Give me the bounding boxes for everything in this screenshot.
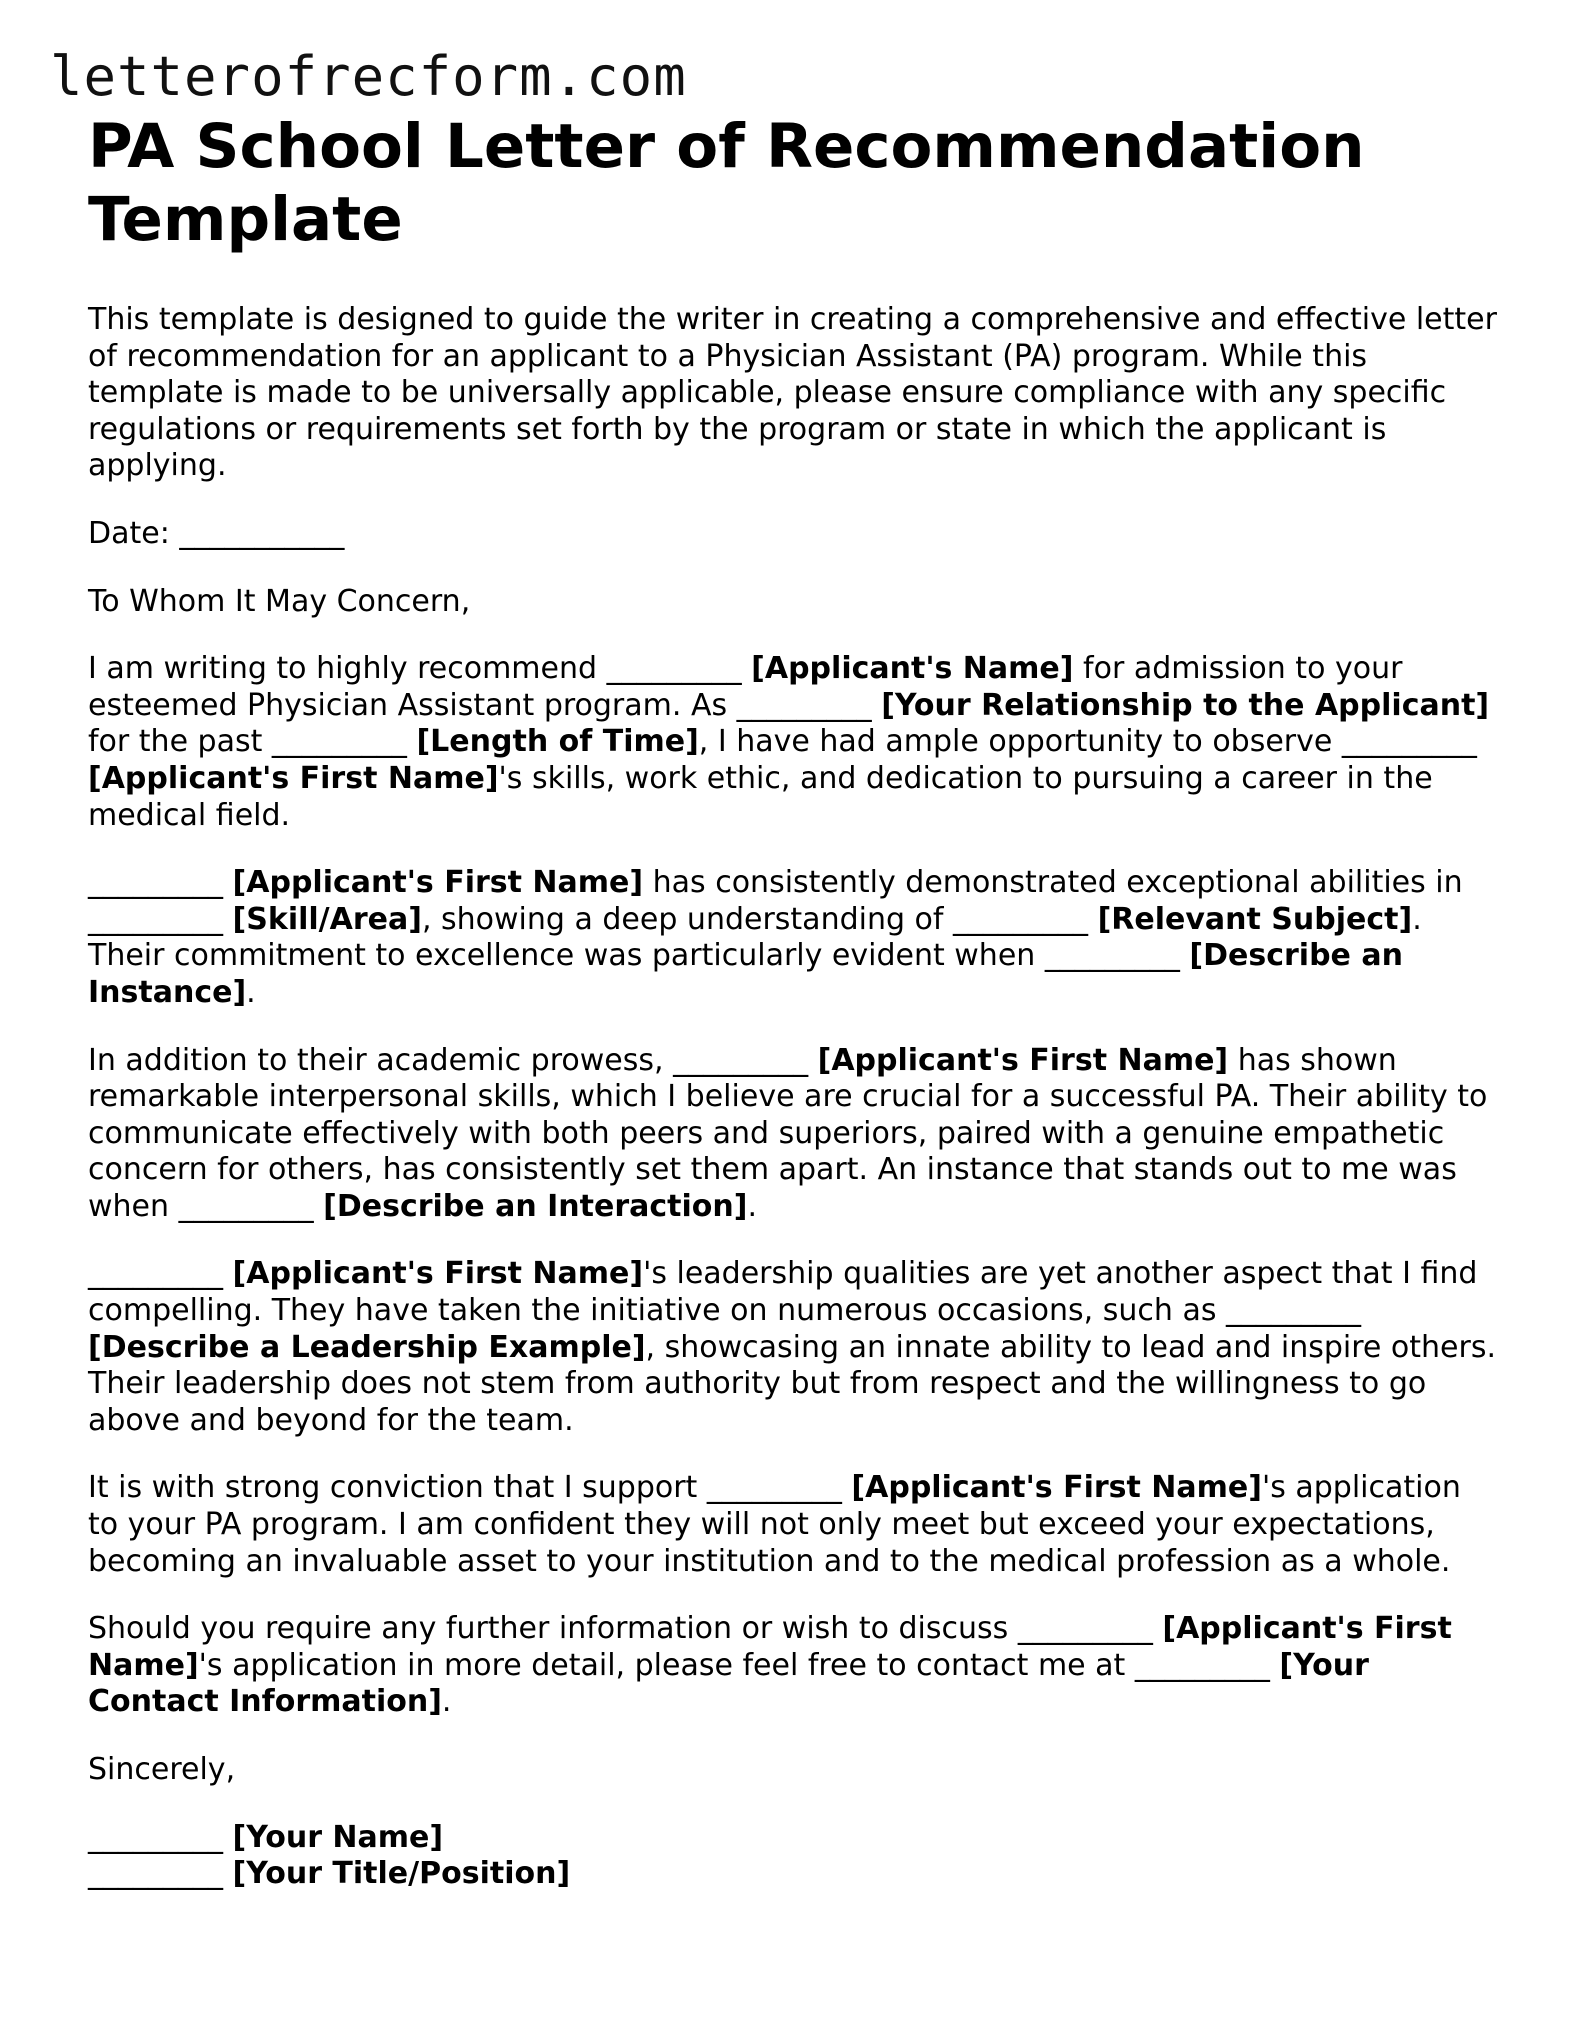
leadership-paragraph <box>88 1256 1498 1439</box>
text-segment: , I have had ample opportunity to observe <box>698 724 1333 760</box>
text-segment: for the past <box>88 724 263 760</box>
placeholder-field: [Relevant Subject] <box>1097 901 1413 937</box>
text-segment: 's leadership qualities are yet another aspect that I find compelling. They have taken the initiative on numerous occasions, such as <box>88 1256 1478 1329</box>
text-segment: 's application in more detail, please feel free to contact me at <box>198 1647 1126 1683</box>
placeholder-field: [Length of Time] <box>416 724 699 760</box>
signature-block <box>88 1820 1498 1893</box>
abilities-paragraph <box>88 865 1498 1011</box>
fill-blank: _________ <box>1044 938 1180 974</box>
placeholder-field: [Applicant's First Name] <box>817 1042 1229 1078</box>
date-blank: ___________ <box>179 515 345 551</box>
salutation: To Whom It May Concern, <box>88 583 471 619</box>
placeholder-field: [Describe an Interaction] <box>323 1188 748 1224</box>
fill-blank: _________ <box>88 901 223 937</box>
placeholder-field: [Applicant's First Name] <box>88 1611 1452 1683</box>
text-segment: . <box>441 1684 452 1720</box>
text-segment: for admission to your esteemed Physician Assistant program. As <box>88 651 1403 723</box>
placeholder-field: [Describe an Instance] <box>88 938 1403 1010</box>
placeholder-field: [Applicant's First Name] <box>232 1256 644 1292</box>
fill-blank: _________ <box>606 651 742 687</box>
intro-paragraph: This template is designed to guide the writer in creating a comprehensive and effective letter of recommendation for an applicant to a Physician Assistant (PA) program. While this template is made to be universally applicable, please ensure compliance with any specific regulations or requirements set forth by the program or state in which the applicant is applying. <box>88 302 1497 484</box>
page-title: PA School Letter of Recommendation Template <box>88 111 1365 255</box>
placeholder-field: [Your Contact Information] <box>88 1647 1369 1720</box>
text-segment: 's skills, work ethic, and dedication to pursuing a career in the medical field. <box>88 760 1433 833</box>
text-segment: I am writing to highly recommend <box>88 651 598 687</box>
closing: Sincerely, <box>88 1752 236 1787</box>
placeholder-field: [Applicant's First Name] <box>851 1470 1262 1506</box>
text-segment: . <box>747 1188 757 1224</box>
fill-blank: _________ <box>1341 724 1477 760</box>
site-watermark: letterofrecform.com <box>50 45 687 108</box>
text-segment: 's application to your PA program. I am confident they will not only meet but exceed your expectations, becoming an invaluable asset to your institution and to the medical profession as a whole. <box>88 1470 1461 1579</box>
fill-blank: _________ <box>1226 1293 1362 1329</box>
signature-title-line <box>88 1856 1498 1893</box>
placeholder-field: [Applicant's First Name] <box>232 865 644 901</box>
text-segment: . Their commitment to excellence was particularly evident when <box>88 901 1422 974</box>
placeholder-field: [Describe a Leadership Example] <box>88 1329 646 1365</box>
fill-blank: _________ <box>1017 1611 1153 1647</box>
fill-blank: _________ <box>88 865 223 901</box>
placeholder-field: [Your Relationship to the Applicant] <box>881 687 1490 723</box>
interpersonal-paragraph <box>88 1043 1498 1226</box>
letter-document <box>88 110 1498 1893</box>
recommendation-paragraph <box>88 651 1498 834</box>
fill-blank: _________ <box>271 724 407 760</box>
support-paragraph <box>88 1470 1498 1580</box>
text-segment: has shown remarkable interpersonal skills, which I believe are crucial for a successful PA. Their ability to communicate effectively with both peers and superiors, paired with a genuine empathetic concern for others, has consistently set them apart. An instance that stands out to me was when <box>88 1042 1488 1224</box>
fill-blank: _________ <box>953 901 1089 937</box>
text-segment: Should you require any further information or wish to discuss <box>88 1611 1009 1647</box>
date-label: Date: <box>88 515 170 551</box>
placeholder-field: [Your Name] <box>232 1819 444 1855</box>
fill-blank: _________ <box>736 687 872 723</box>
placeholder-field: [Your Title/Position] <box>232 1856 571 1892</box>
fill-blank: _________ <box>673 1042 809 1078</box>
text-segment: , showing a deep understanding of <box>421 901 944 937</box>
text-segment: It is with strong conviction that I support <box>88 1470 698 1506</box>
date-line <box>88 516 1498 553</box>
fill-blank: _________ <box>706 1470 842 1506</box>
placeholder-field: [Skill/Area] <box>232 901 422 937</box>
text-segment: In addition to their academic prowess, <box>88 1042 664 1078</box>
placeholder-field: [Applicant's Name] <box>751 651 1074 687</box>
fill-blank: _________ <box>178 1188 314 1224</box>
fill-blank: _________ <box>1134 1647 1270 1683</box>
fill-blank: _________ <box>88 1256 223 1292</box>
text-segment: has consistently demonstrated exceptional abilities in <box>652 865 1463 901</box>
text-segment: . <box>246 974 256 1010</box>
fill-blank: _________ <box>88 1819 223 1855</box>
placeholder-field: [Applicant's First Name] <box>88 760 499 796</box>
text-segment: , showcasing an innate ability to lead and inspire others. Their leadership does not stem from authority but from respect and the willingness to go above and beyond for the team. <box>88 1329 1497 1438</box>
contact-paragraph <box>88 1611 1498 1721</box>
signature-name-line <box>88 1820 1498 1857</box>
fill-blank: _________ <box>88 1856 223 1892</box>
